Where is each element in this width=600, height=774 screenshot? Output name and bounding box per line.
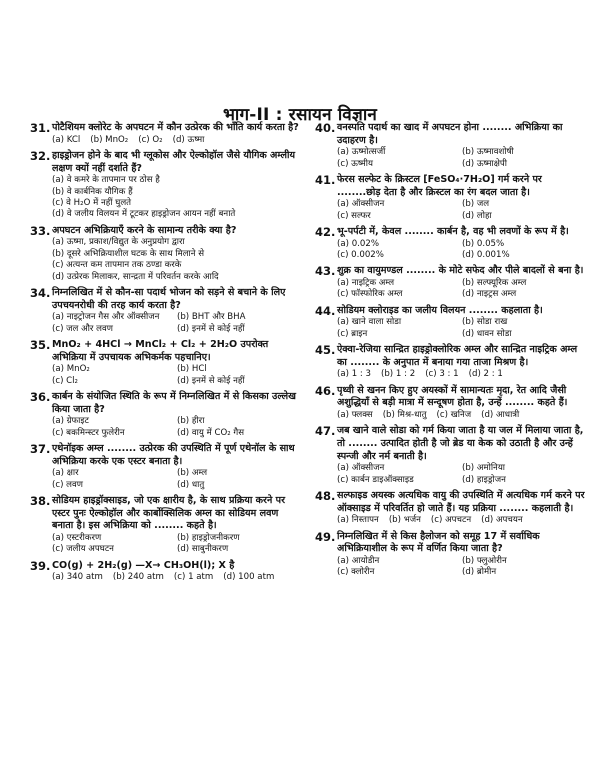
option-item: (d) ब्रोमीन — [462, 567, 497, 578]
option-item: (c) लवण — [52, 479, 83, 490]
question-number: 46. — [315, 383, 336, 398]
question-item — [315, 305, 587, 340]
question-stem — [30, 560, 302, 573]
options-list — [337, 515, 587, 526]
question-text: कार्बन के संयोजित स्थिति के रूप में निम्नलिखित में से किसका उल्लेख किया जाता है? — [52, 391, 296, 415]
question-text: सोडियम क्लोराइड का जलीय विलयन ........ कहलाता है। — [337, 304, 543, 316]
question-stem — [315, 265, 587, 278]
question-stem — [315, 122, 587, 147]
option-item: (c) क्लोरीन — [337, 567, 375, 578]
question-item — [315, 531, 587, 579]
question-item — [30, 122, 302, 146]
question-text: पृथ्वी से खनन किए हुए अयस्कों में सामान्यतः मृदा, रेत आदि जैसी अशुद्धियाँ से बड़ी मात्रा में सन्दूषण होता है, उन्हें ........ कहते हैं। — [337, 384, 568, 409]
question-number: 35. — [30, 338, 51, 353]
question-item — [315, 490, 587, 527]
question-text: शुक्र का वायुमण्डल ........ के मोटे सफेद और पीले बादलों से बना है। — [337, 265, 584, 277]
section-title: भाग-II : रसायन विज्ञान — [222, 105, 378, 125]
question-number: 43. — [315, 264, 336, 279]
option-item: (d) नाइट्रस अम्ल — [462, 289, 517, 300]
option-item: (b) 240 atm — [112, 572, 164, 583]
question-text: जब खाने वाले सोडा को गर्म किया जाता है या जल में मिलाया जाता है, तो ........ उत्पादित होती है जो ब्रेड या केक को उठाती है और उन्हें स्पन्जी और नर्म बनाती है। — [337, 425, 584, 462]
question-item — [315, 174, 587, 222]
option-item: (b) 1 : 2 — [381, 369, 416, 380]
question-item — [315, 385, 587, 422]
question-stem — [315, 305, 587, 318]
question-item — [315, 122, 587, 170]
question-stem — [315, 425, 587, 463]
option-item: (d) साबुनीकरण — [177, 544, 229, 555]
option-item: (d) लोहा — [462, 210, 492, 221]
option-item: (b) 0.05% — [462, 238, 505, 249]
question-text: अपघटन अभिक्रियाएँ करने के सामान्य तरीके क्या है? — [52, 224, 237, 236]
option-item: (d) धातु — [177, 479, 205, 490]
question-text: सल्फाइड अयस्क अत्यधिक वायु की उपस्थिति में अत्यधिक गर्म करने पर ऑक्साइड में परिवर्तित हो जाते हैं। यह प्रक्रिया ........ कहलाती है। — [337, 490, 585, 514]
option-item: (c) ऊष्मीय — [337, 158, 373, 169]
option-item: (a) नाइट्रोजन गैस और ऑक्सीजन — [52, 312, 160, 323]
question-stem — [315, 490, 587, 515]
option-item: (c) 1 atm — [173, 572, 214, 583]
question-stem — [30, 339, 302, 364]
options-list — [337, 239, 587, 262]
option-item: (c) 0.002% — [337, 250, 384, 260]
option-item: (a) KCl — [52, 134, 81, 145]
option-item: (a) वे कमरे के तापमान पर ठोस है — [52, 175, 160, 186]
option-item: (d) ऊष्मा — [172, 134, 205, 145]
options-list — [52, 364, 302, 387]
options-list — [337, 317, 587, 340]
right-column — [315, 122, 587, 583]
question-stem — [30, 225, 302, 238]
question-number: 41. — [315, 173, 336, 187]
question-item — [315, 226, 587, 261]
option-item: (b) HCl — [177, 364, 207, 375]
question-item — [315, 425, 587, 486]
question-number: 33. — [30, 223, 51, 238]
option-item: (b) फ्लुओरीन — [462, 555, 507, 566]
option-item: (b) ऊष्मावशोषी — [462, 147, 514, 158]
option-item: (d) वायु में CO₂ गैस — [177, 427, 245, 438]
options-list — [52, 468, 302, 491]
option-item: (a) 0.02% — [337, 238, 380, 249]
question-text: MnO₂ + 4HCl → MnCl₂ + Cl₂ + 2H₂O उपरोक्त अभिक्रिया में उपचायक अभिकर्मक पहचानिए। — [52, 339, 269, 363]
option-item: (a) नाइट्रिक अम्ल — [337, 278, 395, 288]
question-item — [30, 560, 302, 584]
option-item: (d) इनमें से कोई नहीं — [177, 375, 245, 386]
question-item — [30, 443, 302, 491]
question-item — [315, 344, 587, 381]
question-number: 47. — [315, 424, 336, 439]
question-number: 34. — [30, 286, 51, 301]
options-list — [337, 147, 587, 170]
question-stem — [30, 443, 302, 468]
question-text: ऐक्वा-रेजिया सान्द्रित हाइड्रोक्लोरिक अम्ल और सान्द्रित नाइट्रिक अम्ल का ........ के अनुपात में बनाया गया ताजा मिश्रण है। — [337, 344, 578, 368]
option-item: (d) 2 : 1 — [468, 369, 503, 380]
option-item: (d) वे जलीय विलयन में टूटकर हाइड्रोजन आयन नहीं बनाते — [52, 209, 236, 220]
option-item: (a) 1 : 3 — [337, 369, 371, 380]
option-item: (a) ऊष्मोत्सर्जी — [337, 147, 386, 158]
question-text: फेरस सल्फेट के क्रिस्टल [FeSO₄·7H₂O] गर्म करने पर ........छोड़ देता है और क्रिस्टल का रंग बदल जाता है। — [337, 174, 542, 198]
question-text: पोटैशियम क्लोरेट के अपघटन में कौन उत्प्रेरक की भाँति कार्य करता है? — [52, 122, 299, 133]
options-list — [337, 556, 587, 579]
option-item: (a) फ्लक्स — [337, 410, 373, 420]
option-item: (c) कार्बन डाइऑक्साइड — [337, 474, 414, 485]
options-list — [52, 312, 302, 335]
option-item: (b) भर्जन — [388, 515, 421, 526]
option-item: (a) ऑक्सीजन — [337, 463, 385, 474]
option-item: (c) अत्यन्त कम तापमान तक ठण्डा करके — [52, 260, 182, 271]
option-item: (c) सल्फर — [337, 210, 371, 221]
question-number: 45. — [315, 343, 336, 358]
option-item: (c) Cl₂ — [52, 375, 78, 386]
option-item: (d) 0.001% — [462, 250, 510, 260]
question-item — [30, 225, 302, 283]
question-stem — [30, 122, 302, 135]
question-item — [30, 495, 302, 556]
question-number: 40. — [315, 121, 336, 135]
question-stem — [315, 531, 587, 556]
question-number: 36. — [30, 390, 51, 405]
option-item: (a) आयोडीन — [337, 555, 380, 566]
question-number: 37. — [30, 442, 51, 457]
option-item: (a) एस्टरीकरण — [52, 532, 102, 543]
option-item: (d) 100 atm — [223, 572, 275, 583]
option-item: (d) उत्प्रेरक मिलाकर, सान्द्रता में परिवर्तन करके आदि — [52, 271, 219, 282]
question-stem — [30, 150, 302, 175]
option-item: (c) O₂ — [138, 134, 163, 145]
question-stem — [30, 287, 302, 312]
option-item: (b) मिश्र-धातु — [382, 410, 427, 420]
question-stem — [315, 174, 587, 199]
question-text: निम्नलिखित में से कौन-सा पदार्थ भोजन को सड़ने से बचाने के लिए उपचयनरोधी की तरह कार्य करता है? — [52, 287, 286, 311]
options-list — [52, 533, 302, 556]
options-list — [337, 463, 587, 486]
question-text: निम्नलिखित में से किस हैलोजन को समूह 17 में सर्वाधिक अभिक्रियाशील के रूप में वर्णित किया जाता है? — [337, 530, 540, 555]
option-item: (b) MnO₂ — [90, 134, 129, 145]
question-text: एथेनॉइक अम्ल ........ उत्प्रेरक की उपस्थिति में पूर्ण एथेनॉल के साथ अभिक्रिया करके एक एस्टर बनाता है। — [52, 443, 295, 467]
option-item: (c) जलीय अपघटन — [52, 544, 114, 555]
option-item: (d) इनमें से कोई नहीं — [177, 323, 245, 334]
options-list — [52, 416, 302, 439]
question-stem — [315, 344, 587, 369]
question-number: 32. — [30, 149, 51, 163]
option-item: (b) अम्ल — [177, 468, 208, 479]
option-item: (d) धावन सोडा — [462, 328, 512, 339]
options-list — [337, 410, 587, 421]
options-list — [52, 237, 302, 283]
question-number: 38. — [30, 494, 51, 509]
question-number: 39. — [30, 558, 51, 573]
options-list — [52, 175, 302, 221]
option-item: (c) खनिज — [436, 410, 472, 420]
option-item: (d) हाइड्रोजन — [462, 474, 506, 485]
question-stem — [315, 385, 587, 410]
option-item: (c) जल और लवण — [52, 323, 113, 334]
option-item: (a) खाने वाला सोडा — [337, 317, 402, 328]
option-item: (b) दूसरे अभिक्रियाशील घटक के साथ मिलाने से — [52, 248, 205, 259]
option-item: (d) आधात्री — [481, 410, 520, 420]
option-item: (b) BHT और BHA — [177, 312, 246, 323]
question-stem — [315, 226, 587, 239]
question-text: CO(g) + 2H₂(g) —X→ CH₃OH(l); X है — [52, 559, 235, 571]
question-item — [30, 287, 302, 335]
option-item: (c) बकमिन्स्टर फुलेरीन — [52, 427, 125, 438]
question-text: सोडियम हाइड्रॉक्साइड, जो एक क्षारीय है, के साथ प्रक्रिया करने पर एस्टर पुनः ऐल्कोहॉल और कार्बोक्सिलिक अम्ल का सोडियम लवण बनाता है। इस अभिक्रिया को ........ कहते है। — [52, 495, 285, 532]
question-item — [30, 391, 302, 439]
left-column — [30, 122, 302, 588]
question-number: 48. — [315, 489, 336, 503]
question-text: हाइड्रोजन होने के बाद भी ग्लूकोस और ऐल्कोहॉल जैसे यौगिक अम्लीय लक्षण क्यों नहीं दर्शाते हैं? — [52, 150, 296, 174]
question-number: 49. — [315, 529, 336, 544]
options-list — [52, 135, 302, 146]
question-text: भू-पर्पटी में, केवल ........ कार्बन है, वह भी लवणों के रूप में है। — [337, 226, 569, 237]
option-item: (a) MnO₂ — [52, 364, 90, 375]
option-item: (a) 340 atm — [52, 572, 103, 583]
option-item: (a) निस्तापन — [337, 515, 379, 526]
option-item: (a) ग्रेफाइट — [52, 416, 89, 427]
question-item — [30, 150, 302, 221]
question-text: वनस्पति पदार्थ का खाद में अपघटन होना ........ अभिक्रिया का उदाहरण है। — [337, 122, 563, 146]
option-item: (b) वे कार्बनिक यौगिक हैं — [52, 186, 133, 197]
option-item: (b) जल — [462, 199, 490, 210]
question-stem — [30, 391, 302, 416]
option-item: (b) सल्फ्यूरिक अम्ल — [462, 278, 527, 288]
question-number: 31. — [30, 121, 51, 135]
option-item: (b) हीरा — [177, 416, 205, 427]
option-item: (c) अपचटन — [430, 515, 472, 526]
option-item: (c) ब्राइन — [337, 328, 368, 339]
question-item — [315, 265, 587, 300]
option-item: (d) ऊष्माक्षेपी — [462, 158, 507, 169]
option-item: (c) फॉस्फोरिक अम्ल — [337, 289, 403, 300]
option-item: (a) ऊष्मा, प्रकाश/विद्युत के अनुप्रयोग द्वारा — [52, 237, 185, 248]
options-list — [337, 369, 587, 380]
question-stem — [30, 495, 302, 533]
option-item: (a) क्षार — [52, 468, 79, 479]
options-list — [337, 278, 587, 301]
option-item: (a) ऑक्सीजन — [337, 199, 385, 210]
options-list — [337, 199, 587, 222]
question-number: 44. — [315, 303, 336, 318]
question-number: 42. — [315, 225, 336, 239]
option-item: (c) वे H₂O में नहीं घुलते — [52, 198, 132, 208]
option-item: (b) हाइड्रोजनीकरण — [177, 532, 240, 543]
option-item: (c) 3 : 1 — [425, 369, 459, 380]
question-item — [30, 339, 302, 387]
option-item: (b) अमोनिया — [462, 463, 506, 474]
options-list — [52, 572, 302, 583]
option-item: (d) अपचयन — [481, 515, 523, 526]
option-item: (b) सोडा राख — [462, 317, 508, 328]
